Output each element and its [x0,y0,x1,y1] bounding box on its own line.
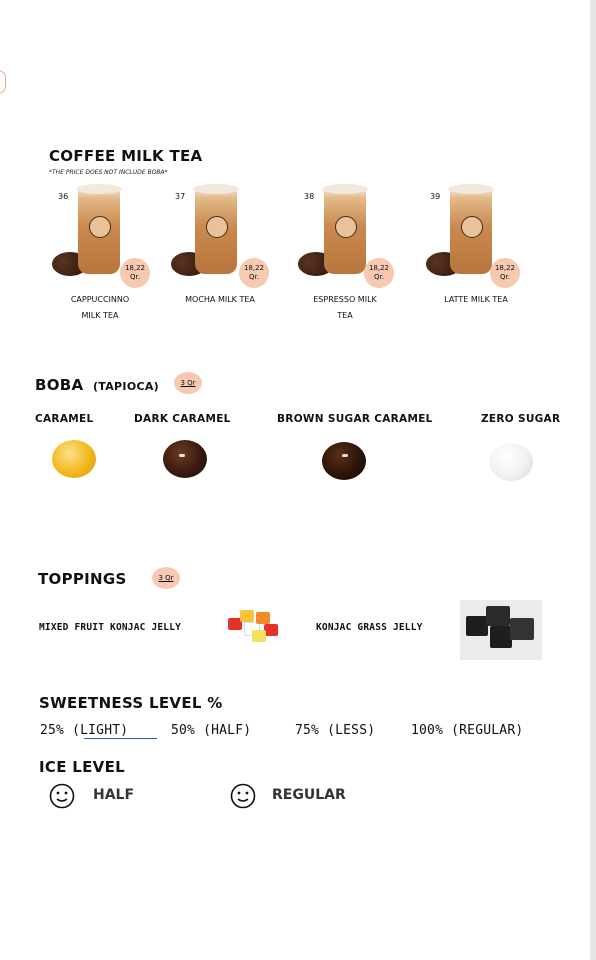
drink-name: LATTE MILK TEA [444,295,508,304]
side-tab-mark [0,70,6,94]
price-badge: 18,22 Qr. [120,258,150,288]
drink-name: CAPPUCCINNO MILK TEA [70,295,130,320]
drink-card-37[interactable] [175,188,305,328]
smiley-icon[interactable] [49,783,75,809]
latte-cup-image [450,188,492,274]
drink-name: MOCHA MILK TEA [185,295,255,304]
coffee-section-title: COFFEE MILK TEA [49,147,203,165]
espresso-cup-image [324,188,366,274]
boba-price-badge: 3 Qr [174,372,202,394]
boba-subtitle: (TAPIOCA) [92,380,159,393]
boba-label-dark-caramel: DARK CARAMEL [134,413,231,425]
sweetness-option-light[interactable]: 25% (LIGHT) [40,723,129,738]
toppings-price-badge: 3 Qr [152,567,180,589]
grass-jelly-image [460,600,542,660]
boba-label-zero-sugar: ZERO SUGAR [481,413,561,425]
sweetness-light-underline [84,738,157,739]
drink-card-39[interactable] [430,188,560,328]
mocha-cup-image [195,188,237,274]
drink-name: ESPRESSO MILK TEA [313,295,377,320]
toppings-section-title: TOPPINGS [38,570,127,588]
topping-label-grass-jelly: KONJAC GRASS JELLY [316,622,423,633]
topping-label-mixed-fruit: MIXED FRUIT KONJAC JELLY [39,622,182,633]
sweetness-option-less[interactable]: 75% (LESS) [295,723,376,738]
drink-number: 37 [175,192,186,201]
price-badge: 18,22 Qr. [490,258,520,288]
price-badge: 18,22 Qr. [364,258,394,288]
drink-number: 38 [304,192,315,201]
ice-section-title: ICE LEVEL [39,758,125,776]
ice-option-half[interactable]: HALF [93,787,135,803]
sweetness-option-regular[interactable]: 100% (REGULAR) [411,723,524,738]
smiley-icon[interactable] [230,783,256,809]
dark-caramel-pearl-image [163,440,207,478]
drink-card-36[interactable] [58,188,188,328]
page-edge [590,0,596,960]
ice-option-regular[interactable]: REGULAR [272,787,346,803]
sweetness-section-title: SWEETNESS LEVEL % [39,694,223,712]
drink-number: 36 [58,192,69,201]
zero-sugar-pearl-image [489,443,533,481]
price-badge: 18,22 Qr. [239,258,269,288]
boba-label-caramel: CARAMEL [35,413,94,425]
drink-card-38[interactable] [304,188,434,328]
cappuccino-cup-image [78,188,120,274]
caramel-pearl-image [52,440,96,478]
mixed-fruit-jelly-image [224,604,290,652]
price-note: *THE PRICE DOES NOT INCLUDE BOBA* [49,169,168,176]
boba-section-title: BOBA (TAPIOCA) [35,376,159,394]
boba-label-brown-sugar: BROWN SUGAR CARAMEL [277,413,433,425]
drink-number: 39 [430,192,441,201]
sweetness-option-half[interactable]: 50% (HALF) [171,723,252,738]
brown-sugar-pearl-image [322,442,366,480]
